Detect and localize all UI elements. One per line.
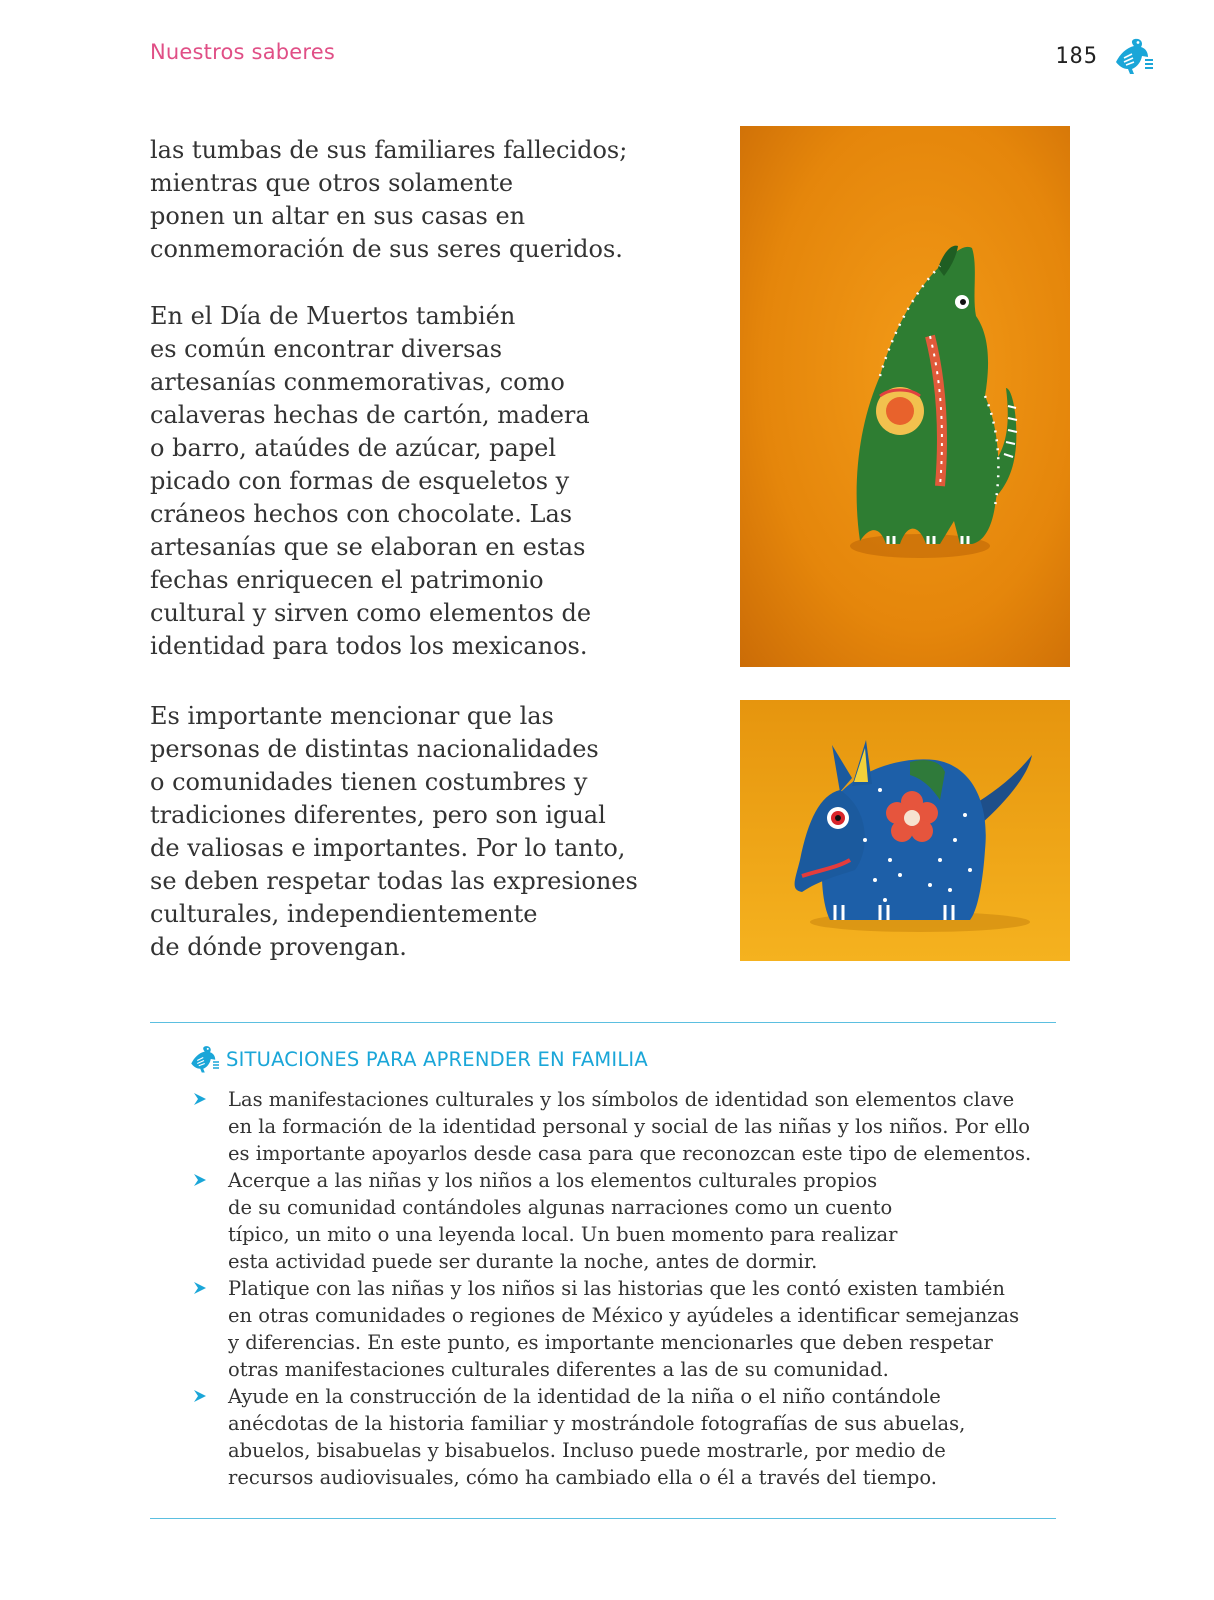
- list-item-line: es importante apoyarlos desde casa para que reconozcan este tipo de elementos.: [228, 1142, 1032, 1165]
- paragraph-line: culturales, independientemente: [150, 900, 538, 928]
- paragraph-line: fechas enriquecen el patrimonio: [150, 566, 544, 594]
- list-item: [190, 1086, 1070, 1167]
- list-item-line: Platique con las niñas y los niños si las historias que les contó existen también: [228, 1277, 1005, 1300]
- list-item-line: y diferencias. En este punto, es importante mencionarles que deben respetar: [228, 1331, 993, 1354]
- photo-green-alebrije: [740, 126, 1070, 667]
- bird-icon: [188, 1044, 220, 1074]
- list-item-text: [228, 1275, 1070, 1383]
- section-title: Nuestros saberes: [150, 40, 336, 64]
- list-item: [190, 1275, 1070, 1383]
- page-header-right: [1055, 36, 1154, 76]
- paragraph-1: [150, 134, 670, 266]
- paragraph-line: mientras que otros solamente: [150, 169, 514, 197]
- list-item-text: [228, 1086, 1070, 1167]
- paragraph-line: En el Día de Muertos también: [150, 302, 516, 330]
- bird-icon: [1112, 36, 1154, 76]
- list-item: [190, 1383, 1070, 1491]
- family-box-bottom-rule: [150, 1518, 1056, 1519]
- paragraph-line: personas de distintas nacionalidades: [150, 735, 599, 763]
- family-box-title-text: SITUACIONES PARA APRENDER EN FAMILIA: [226, 1047, 648, 1071]
- list-item-line: típico, un mito o una leyenda local. Un buen momento para realizar: [228, 1223, 898, 1246]
- chevron-right-icon: [192, 1388, 208, 1404]
- list-item-text: [228, 1167, 1070, 1275]
- list-item-line: esta actividad puede ser durante la noche, antes de dormir.: [228, 1250, 818, 1273]
- paragraph-2: [150, 300, 670, 663]
- list-item-line: anécdotas de la historia familiar y mostrándole fotografías de sus abuelas,: [228, 1412, 966, 1435]
- paragraph-line: de valiosas e importantes. Por lo tanto,: [150, 834, 626, 862]
- list-item-line: Las manifestaciones culturales y los símbolos de identidad son elementos clave: [228, 1088, 1015, 1111]
- paragraph-line: cultural y sirven como elementos de: [150, 599, 592, 627]
- list-item-line: en otras comunidades o regiones de México y ayúdeles a identificar semejanzas: [228, 1304, 1020, 1327]
- list-item-line: recursos audiovisuales, cómo ha cambiado ella o él a través del tiempo.: [228, 1466, 937, 1489]
- paragraph-line: tradiciones diferentes, pero son igual: [150, 801, 606, 829]
- list-item-line: abuelos, bisabuelas y bisabuelos. Incluso puede mostrarle, por medio de: [228, 1439, 946, 1462]
- paragraph-line: cráneos hechos con chocolate. Las: [150, 500, 573, 528]
- paragraph-line: es común encontrar diversas: [150, 335, 503, 363]
- chevron-right-icon: [192, 1091, 208, 1107]
- list-item-line: Ayude en la construcción de la identidad de la niña o el niño contándole: [228, 1385, 941, 1408]
- paragraph-line: conmemoración de sus seres queridos.: [150, 235, 623, 263]
- chevron-right-icon: [192, 1280, 208, 1296]
- list-item-line: otras manifestaciones culturales diferentes a las de su comunidad.: [228, 1358, 889, 1381]
- paragraph-line: las tumbas de sus familiares fallecidos;: [150, 136, 628, 164]
- list-item-line: en la formación de la identidad personal y social de las niñas y los niños. Por ello: [228, 1115, 1030, 1138]
- list-item-line: de su comunidad contándoles algunas narraciones como un cuento: [228, 1196, 893, 1219]
- paragraph-line: o comunidades tienen costumbres y: [150, 768, 588, 796]
- family-tips-list: [190, 1086, 1070, 1491]
- paragraph-line: se deben respetar todas las expresiones: [150, 867, 638, 895]
- list-item-line: Acerque a las niñas y los niños a los elementos culturales propios: [228, 1169, 878, 1192]
- family-box-top-rule: [150, 1022, 1056, 1023]
- list-item: [190, 1167, 1070, 1275]
- list-item-text: [228, 1383, 1070, 1491]
- paragraph-line: Es importante mencionar que las: [150, 702, 554, 730]
- paragraph-line: identidad para todos los mexicanos.: [150, 632, 588, 660]
- photo-blue-alebrije: [740, 700, 1070, 961]
- paragraph-line: ponen un altar en sus casas en: [150, 202, 526, 230]
- paragraph-line: de dónde provengan.: [150, 933, 407, 961]
- paragraph-line: artesanías conmemorativas, como: [150, 368, 565, 396]
- page-number: 185: [1055, 43, 1098, 69]
- paragraph-line: artesanías que se elaboran en estas: [150, 533, 586, 561]
- paragraph-line: picado con formas de esqueletos y: [150, 467, 570, 495]
- family-box-title: [188, 1044, 648, 1074]
- chevron-right-icon: [192, 1172, 208, 1188]
- paragraph-3: [150, 700, 670, 964]
- paragraph-line: o barro, ataúdes de azúcar, papel: [150, 434, 556, 462]
- paragraph-line: calaveras hechas de cartón, madera: [150, 401, 590, 429]
